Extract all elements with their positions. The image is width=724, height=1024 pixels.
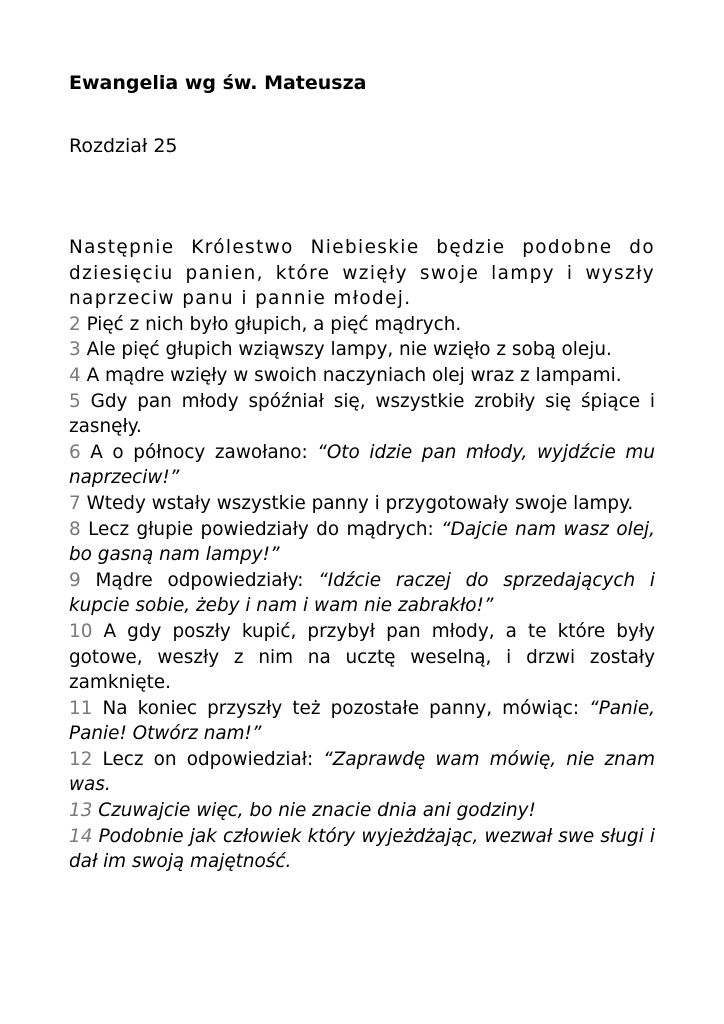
verse-4 bbox=[69, 363, 655, 389]
verse-number: 5 bbox=[69, 390, 81, 412]
verse-5 bbox=[69, 389, 655, 440]
verse-6 bbox=[69, 440, 655, 491]
verse-text: Następnie Królestwo Niebieskie będzie podobne do dziesięciu panien, które wzięły swoje lampy i wyszły naprzeciw panu i pannie młodej. bbox=[69, 237, 655, 310]
verse-text: Podobnie jak człowiek który wyjeżdżając, wezwał swe sługi i dał im swoją majętność. bbox=[69, 825, 655, 873]
verse-number: 6 bbox=[69, 441, 81, 463]
verse-number: 10 bbox=[69, 620, 93, 642]
chapter-title: Rozdział 25 bbox=[69, 135, 178, 157]
verse-10 bbox=[69, 619, 655, 696]
verse-quote: “Dajcie nam wasz olej, bo gasną nam lampy!” bbox=[69, 518, 655, 566]
verse-number: 4 bbox=[69, 364, 81, 386]
verse-7 bbox=[69, 491, 655, 517]
verse-text: Ale pięć głupich wziąwszy lampy, nie wzięło z sobą oleju. bbox=[86, 339, 612, 361]
verse-text: A o północy zawołano: bbox=[90, 441, 318, 463]
verse-quote: “Zaprawdę wam mówię, nie znam was. bbox=[69, 748, 655, 796]
verse-text: Na koniec przyszły też pozostałe panny, mówiąc: bbox=[102, 697, 590, 719]
verse-quote: “Oto idzie pan młody, wyjdźcie mu naprzeciw!” bbox=[69, 441, 655, 489]
verse-number: 7 bbox=[69, 492, 81, 514]
verse-12 bbox=[69, 747, 655, 798]
verse-number: 8 bbox=[69, 518, 81, 540]
verse-1 bbox=[69, 235, 655, 312]
verse-13 bbox=[69, 798, 655, 824]
verse-text: A mądre wzięły w swoich naczyniach olej wraz z lampami. bbox=[86, 364, 622, 386]
verse-number: 11 bbox=[69, 697, 93, 719]
verse-text: Czuwajcie więc, bo nie znacie dnia ani godziny! bbox=[98, 800, 536, 822]
verse-number: 9 bbox=[69, 569, 81, 591]
verse-14 bbox=[69, 824, 655, 875]
verse-quote: “Idźcie raczej do sprzedających i kupcie sobie, żeby i nam i wam nie zabrakło!” bbox=[69, 569, 655, 617]
verse-text: Gdy pan młody spóźniał się, wszystkie zrobiły się śpiące i zasnęły. bbox=[69, 390, 655, 438]
verse-number: 14 bbox=[69, 825, 93, 847]
verse-2 bbox=[69, 312, 655, 338]
verse-8 bbox=[69, 517, 655, 568]
verse-9 bbox=[69, 568, 655, 619]
verse-quote: “Panie, Panie! Otwórz nam!” bbox=[69, 697, 655, 745]
verse-number: 3 bbox=[69, 339, 81, 361]
verse-text: A gdy poszły kupić, przybył pan młody, a te które były gotowe, weszły z nim na ucztę weselną, i drzwi zostały zamknięte. bbox=[69, 620, 655, 694]
verse-text: Pięć z nich było głupich, a pięć mądrych. bbox=[86, 313, 462, 335]
book-title: Ewangelia wg św. Mateusza bbox=[69, 72, 367, 94]
verse-number: 2 bbox=[69, 313, 81, 335]
verse-text: Wtedy wstały wszystkie panny i przygotowały swoje lampy. bbox=[86, 492, 634, 514]
verse-text: Mądre odpowiedziały: bbox=[95, 569, 319, 591]
verse-3 bbox=[69, 337, 655, 363]
verses-block bbox=[69, 235, 655, 875]
verse-number: 13 bbox=[69, 800, 93, 822]
verse-text: Lecz głupie powiedziały do mądrych: bbox=[88, 518, 442, 540]
verse-11 bbox=[69, 696, 655, 747]
verse-number: 12 bbox=[69, 748, 93, 770]
verse-text: Lecz on odpowiedział: bbox=[102, 748, 324, 770]
